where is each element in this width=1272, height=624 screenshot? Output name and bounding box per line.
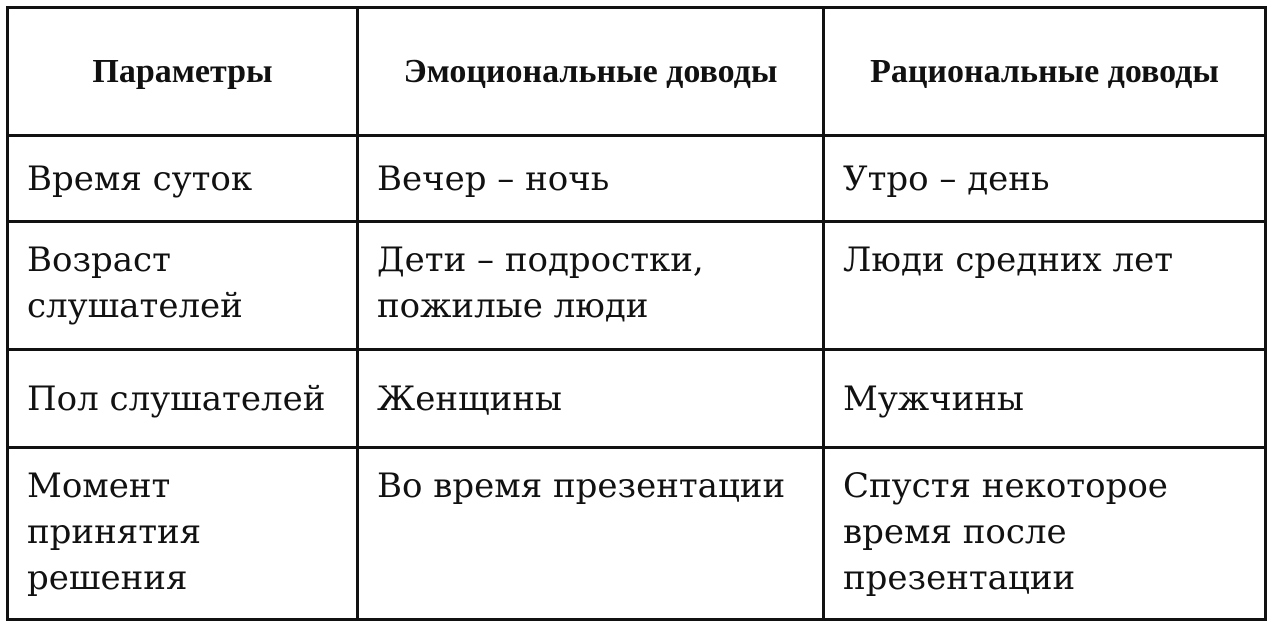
comparison-table [6,6,1267,621]
cell-emotional: Вечер – ночь [358,136,824,222]
cell-parameter: Пол слушателей [8,350,358,448]
cell-emotional: Дети – подростки, пожилые люди [358,222,824,350]
cell-parameter: Время суток [8,136,358,222]
cell-rational: Спустя некоторое время после презентации [824,448,1266,620]
cell-parameter: Возраст слушателей [8,222,358,350]
table-header-row [8,8,1266,136]
header-emotional-arguments: Эмоциональные доводы [358,8,824,136]
header-parameters: Параметры [8,8,358,136]
cell-rational: Люди средних лет [824,222,1266,350]
cell-parameter: Момент принятия решения [8,448,358,620]
table-row [8,222,1266,350]
header-rational-arguments: Рациональные доводы [824,8,1266,136]
table-row [8,136,1266,222]
cell-rational: Утро – день [824,136,1266,222]
table-row [8,350,1266,448]
table-row [8,448,1266,620]
cell-emotional: Во время презентации [358,448,824,620]
cell-emotional: Женщины [358,350,824,448]
cell-rational: Мужчины [824,350,1266,448]
